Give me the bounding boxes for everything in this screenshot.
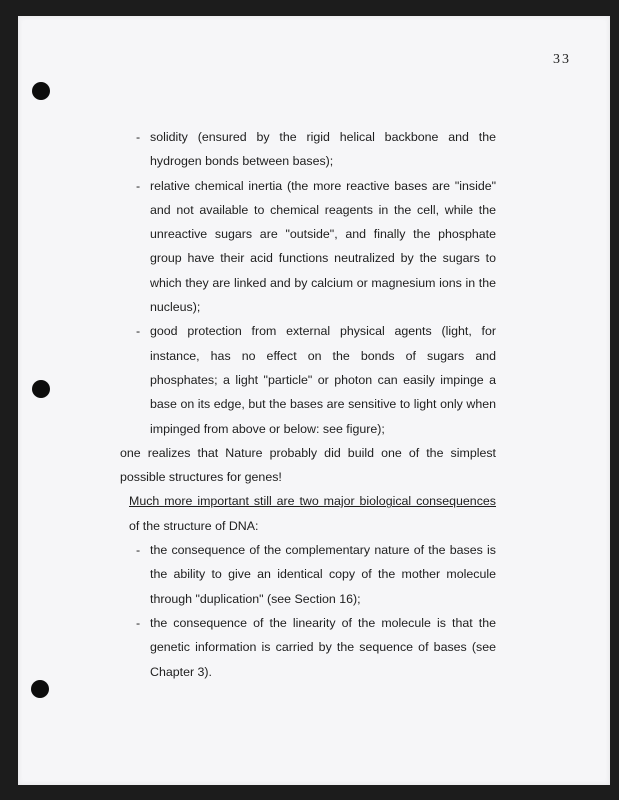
bullet-complementary	[128, 538, 496, 611]
intro-rest: of the structure of DNA:	[129, 518, 259, 533]
bullet-chemical-inertia	[128, 174, 496, 320]
binder-hole-bottom	[31, 680, 49, 698]
bullet-dash: -	[136, 324, 141, 339]
bullet-protection	[128, 319, 496, 440]
bullet-text: the consequence of the complementary nature of the bases is the ability to give an identical copy of the mother molecule through "duplication" (see Section 16);	[150, 543, 496, 606]
bullet-text: relative chemical inertia (the more reactive bases are "inside" and not available to chemical reagents in the cell, while the unreactive sugars are "outside", and finally the phosphate group have their acid functions neutralized by the sugars to which they are linked and by calcium or magnesium ions in the nucleus);	[150, 178, 496, 315]
document-page	[18, 16, 610, 785]
body-text	[120, 125, 496, 684]
bullet-text: the consequence of the linearity of the molecule is that the genetic information is carried by the sequence of bases (see Chapter 3).	[150, 615, 496, 679]
bullet-solidity	[128, 125, 496, 174]
page-number: 33	[553, 52, 571, 67]
binder-hole-top	[32, 82, 50, 100]
underlined-heading: Much more important still are two major biological consequences	[129, 494, 496, 509]
bullet-linearity	[128, 611, 496, 684]
binder-hole-middle	[32, 380, 50, 398]
bullet-text: solidity (ensured by the rigid helical backbone and the hydrogen bonds between bases);	[150, 130, 496, 169]
bullet-dash: -	[136, 178, 141, 193]
consequences-intro	[129, 489, 496, 538]
bullet-dash: -	[136, 543, 141, 558]
bullet-text: good protection from external physical agents (light, for instance, has no effect on the bonds of sugars and phosphates; a light "particle" or photon can easily impinge a base on its edge, but the bases are sensitive to light only when impinged from above or below: see figure);	[150, 324, 496, 436]
bullet-dash: -	[136, 130, 141, 144]
conclusion-paragraph: one realizes that Nature probably did build one of the simplest possible structures for genes!	[120, 445, 496, 485]
bullet-dash: -	[136, 615, 141, 630]
